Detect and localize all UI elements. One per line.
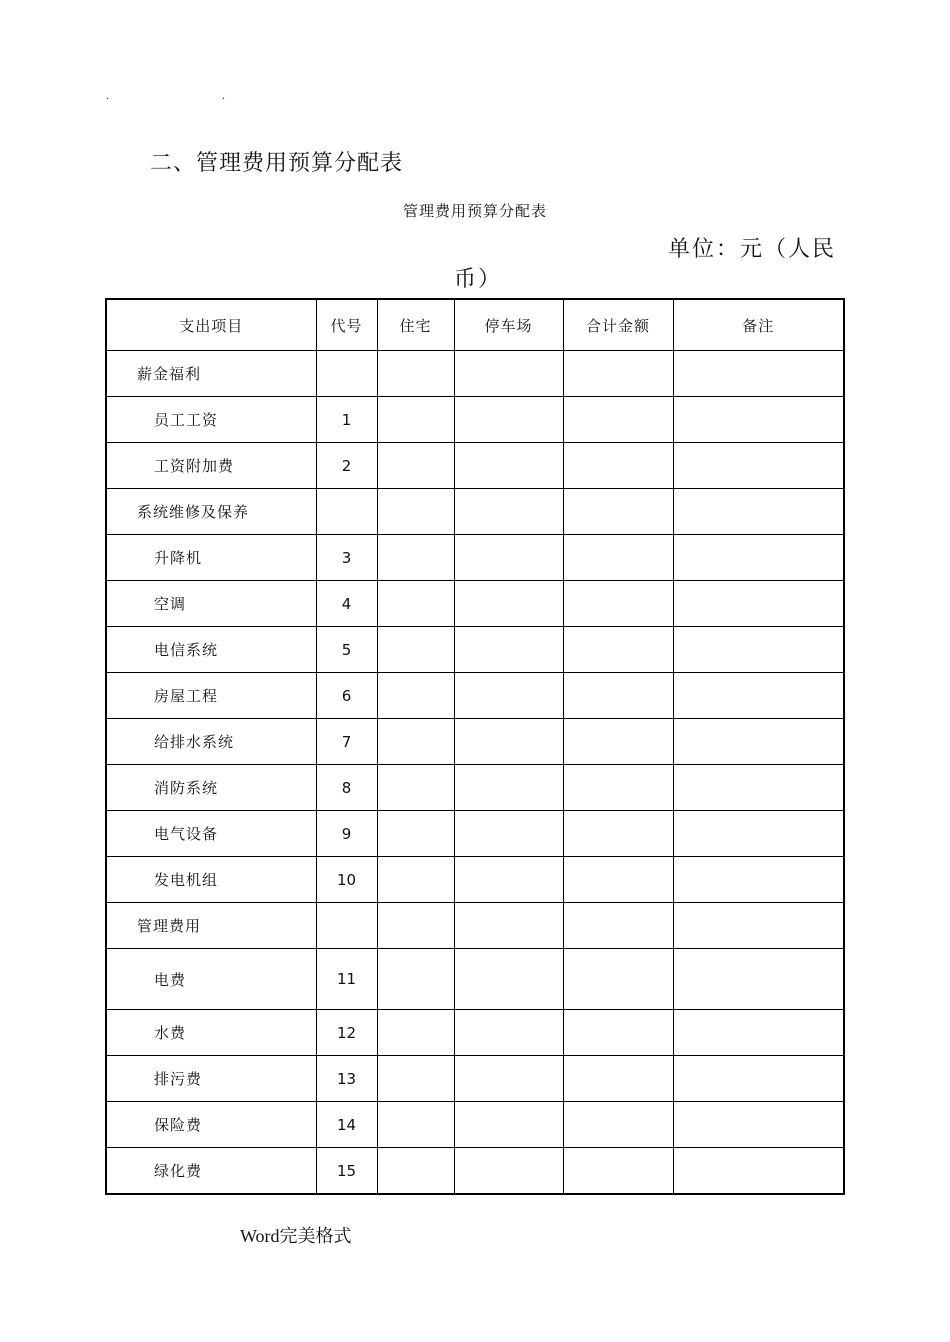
column-header-residential: 住宅 [377,299,454,351]
unit-label-line2: 币） [454,267,503,292]
cell-item: 薪金福利 [106,351,316,397]
cell-total [563,1102,673,1148]
cell-residential [377,673,454,719]
cell-item: 发电机组 [106,857,316,903]
cell-total [563,903,673,949]
cell-parking [454,811,563,857]
cell-parking [454,949,563,1010]
cell-code [316,489,377,535]
table-row [106,811,844,857]
cell-code: 11 [316,949,377,1010]
cell-parking [454,719,563,765]
cell-code: 12 [316,1010,377,1056]
table-row [106,443,844,489]
cell-code: 13 [316,1056,377,1102]
budget-table [105,298,845,1195]
cell-parking [454,1056,563,1102]
cell-item: 给排水系统 [106,719,316,765]
column-header-code: 代号 [316,299,377,351]
cell-code: 10 [316,857,377,903]
cell-residential [377,949,454,1010]
cell-residential [377,397,454,443]
cell-total [563,443,673,489]
cell-code: 5 [316,627,377,673]
cell-item: 水费 [106,1010,316,1056]
cell-remarks [673,857,844,903]
table-row [106,1102,844,1148]
cell-code: 1 [316,397,377,443]
cell-residential [377,627,454,673]
table-row [106,949,844,1010]
cell-total [563,397,673,443]
cell-residential [377,489,454,535]
cell-residential [377,535,454,581]
section-title: 二、管理费用预算分配表 [150,151,404,176]
cell-code: 3 [316,535,377,581]
table-body [106,351,844,1195]
cell-item: 电气设备 [106,811,316,857]
cell-code: 14 [316,1102,377,1148]
cell-item: 排污费 [106,1056,316,1102]
cell-parking [454,535,563,581]
cell-residential [377,1148,454,1195]
cell-code [316,903,377,949]
cell-total [563,811,673,857]
cell-total [563,949,673,1010]
cell-parking [454,765,563,811]
cell-remarks [673,443,844,489]
cell-item: 房屋工程 [106,673,316,719]
cell-remarks [673,1056,844,1102]
cell-total [563,719,673,765]
cell-total [563,535,673,581]
cell-remarks [673,719,844,765]
footer-text: Word完美格式 [240,1226,352,1246]
table-row [106,1010,844,1056]
column-header-remarks: 备注 [673,299,844,351]
cell-item: 工资附加费 [106,443,316,489]
table-row [106,627,844,673]
cell-item: 空调 [106,581,316,627]
header-dot-left: . [106,88,109,102]
cell-parking [454,1010,563,1056]
cell-total [563,765,673,811]
column-header-total: 合计金额 [563,299,673,351]
cell-residential [377,765,454,811]
table-row [106,673,844,719]
cell-code: 7 [316,719,377,765]
table-row [106,489,844,535]
cell-code: 6 [316,673,377,719]
cell-item: 保险费 [106,1102,316,1148]
cell-residential [377,581,454,627]
cell-item: 电费 [106,949,316,1010]
cell-remarks [673,903,844,949]
cell-residential [377,351,454,397]
cell-parking [454,857,563,903]
table-row [106,535,844,581]
cell-parking [454,581,563,627]
cell-item: 绿化费 [106,1148,316,1195]
cell-remarks [673,535,844,581]
table-row [106,581,844,627]
cell-residential [377,857,454,903]
cell-residential [377,811,454,857]
cell-residential [377,903,454,949]
cell-remarks [673,581,844,627]
cell-total [563,1056,673,1102]
cell-total [563,1010,673,1056]
unit-label-line1: 单位：元（人民 [667,237,836,262]
cell-item: 电信系统 [106,627,316,673]
table-row [106,857,844,903]
cell-item: 员工工资 [106,397,316,443]
cell-total [563,627,673,673]
cell-code: 4 [316,581,377,627]
table-row [106,397,844,443]
cell-residential [377,1010,454,1056]
table-header-row [106,299,844,351]
cell-parking [454,1148,563,1195]
cell-parking [454,673,563,719]
cell-residential [377,443,454,489]
cell-remarks [673,397,844,443]
cell-remarks [673,1102,844,1148]
cell-total [563,351,673,397]
cell-code: 15 [316,1148,377,1195]
cell-residential [377,1056,454,1102]
cell-item: 管理费用 [106,903,316,949]
cell-total [563,673,673,719]
cell-item: 消防系统 [106,765,316,811]
cell-remarks [673,1148,844,1195]
cell-parking [454,627,563,673]
cell-total [563,1148,673,1195]
cell-remarks [673,765,844,811]
table-row [106,903,844,949]
cell-remarks [673,627,844,673]
cell-total [563,857,673,903]
table-row [106,719,844,765]
column-header-item: 支出项目 [106,299,316,351]
cell-residential [377,719,454,765]
table-caption: 管理费用预算分配表 [402,202,547,220]
cell-total [563,581,673,627]
cell-remarks [673,949,844,1010]
table-row [106,1148,844,1195]
cell-code: 8 [316,765,377,811]
cell-item: 升降机 [106,535,316,581]
cell-remarks [673,1010,844,1056]
cell-remarks [673,351,844,397]
column-header-parking: 停车场 [454,299,563,351]
cell-item: 系统维修及保养 [106,489,316,535]
cell-parking [454,1102,563,1148]
cell-remarks [673,811,844,857]
table-row [106,765,844,811]
cell-code [316,351,377,397]
cell-parking [454,351,563,397]
cell-parking [454,489,563,535]
cell-parking [454,903,563,949]
cell-parking [454,397,563,443]
cell-total [563,489,673,535]
cell-remarks [673,673,844,719]
cell-residential [377,1102,454,1148]
header-dot-right: . [222,88,225,102]
table-row [106,351,844,397]
cell-parking [454,443,563,489]
cell-code: 2 [316,443,377,489]
cell-remarks [673,489,844,535]
cell-code: 9 [316,811,377,857]
table-row [106,1056,844,1102]
